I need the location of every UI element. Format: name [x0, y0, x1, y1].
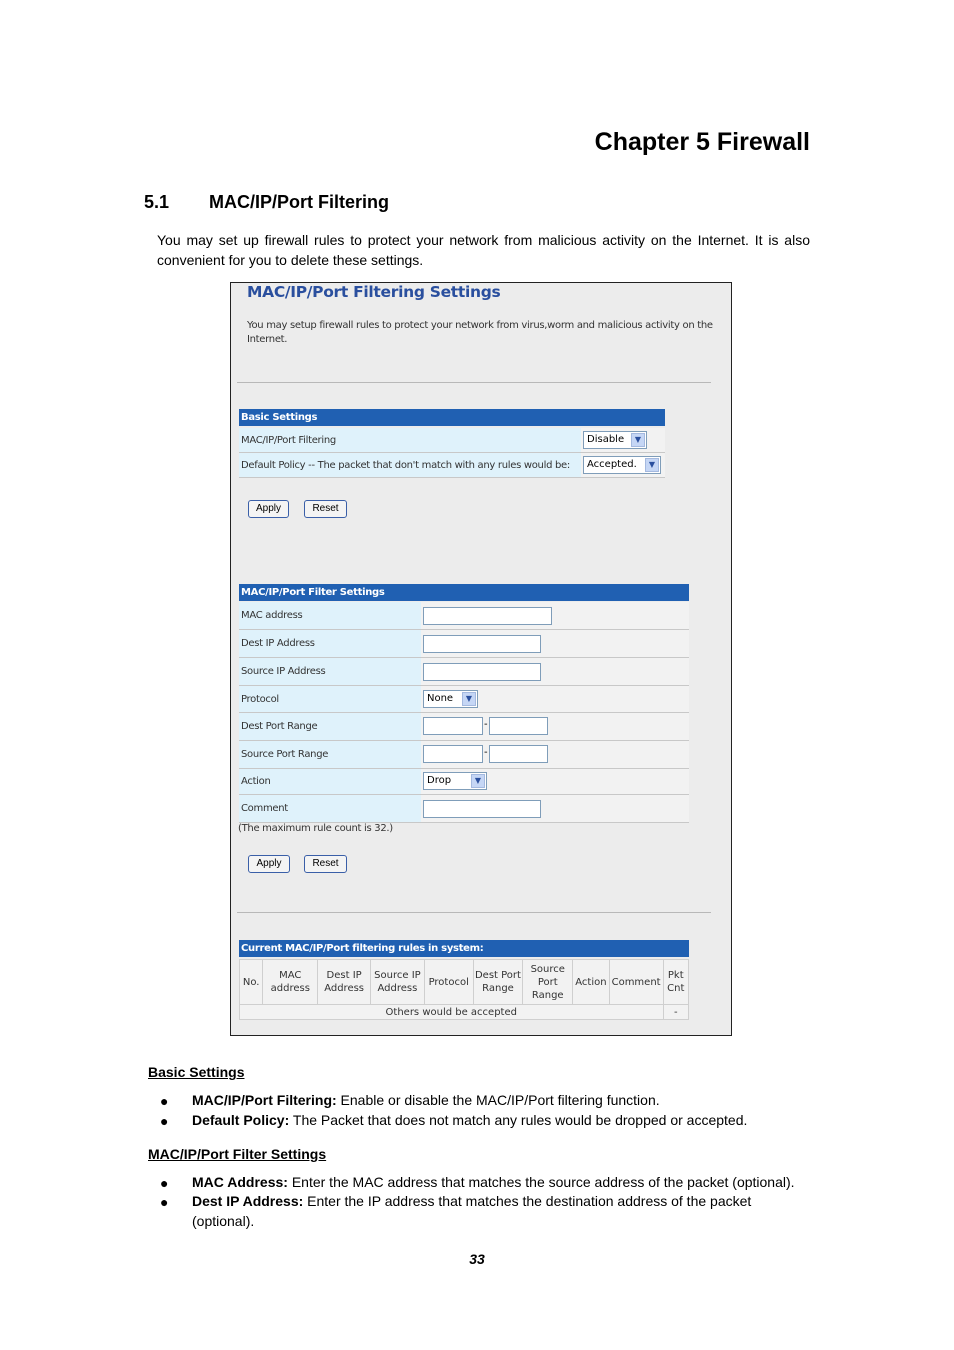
section-title: MAC/IP/Port Filtering: [209, 192, 389, 212]
source-port-label: Source Port Range: [239, 741, 421, 768]
others-count: -: [663, 1005, 688, 1020]
col-pkt-cnt: Pkt Cnt: [663, 960, 688, 1005]
rules-table: [239, 959, 689, 1020]
dest-ip-input[interactable]: [423, 635, 541, 653]
action-select[interactable]: [423, 772, 487, 790]
policy-select-value: Accepted.: [587, 459, 637, 470]
chapter-title: Chapter 5 Firewall: [594, 128, 810, 156]
policy-label: Default Policy -- The packet that don't match with any rules would be:: [239, 453, 581, 477]
col-source-port: Source Port Range: [523, 960, 573, 1005]
bullet: ●: [160, 1194, 169, 1210]
action-label: Action: [239, 769, 421, 794]
col-dest-ip: Dest IP Address: [318, 960, 371, 1005]
col-action: Action: [573, 960, 610, 1005]
settings-description: You may setup firewall rules to protect your network from virus,worm and malicious activity on the Internet.: [247, 320, 713, 345]
page-number: 33: [469, 1251, 485, 1267]
max-rule-note: (The maximum rule count is 32.): [238, 823, 393, 834]
intro-paragraph: You may set up firewall rules to protect your network from malicious activity on the Internet. It is also convenient for you to delete these settings.: [157, 232, 810, 268]
col-mac: MAC address: [263, 960, 318, 1005]
source-port-end-input[interactable]: [489, 745, 548, 763]
rules-bar: Current MAC/IP/Port filtering rules in system:: [239, 940, 689, 957]
source-port-row: [239, 741, 689, 769]
mac-label: MAC address: [239, 602, 421, 629]
source-port-start-input[interactable]: [423, 745, 483, 763]
filtering-select-value: Disable: [587, 434, 625, 445]
list-item: [192, 1111, 817, 1131]
dest-port-row: [239, 713, 689, 741]
source-ip-input[interactable]: [423, 663, 541, 681]
protocol-label: Protocol: [239, 686, 421, 712]
chevron-down-icon: ▼: [471, 774, 485, 788]
filtering-label: MAC/IP/Port Filtering: [239, 428, 581, 452]
settings-header: MAC/IP/Port Filtering Settings: [247, 283, 501, 301]
term: Dest IP Address:: [192, 1193, 304, 1209]
policy-row: [239, 453, 665, 478]
dest-ip-label: Dest IP Address: [239, 630, 421, 657]
dest-port-start-input[interactable]: [423, 717, 483, 735]
settings-screenshot: [230, 282, 732, 1036]
mac-row: [239, 602, 689, 630]
col-no: No.: [240, 960, 263, 1005]
definition: The Packet that does not match any rules would be dropped or accepted.: [289, 1112, 748, 1128]
chevron-down-icon: ▼: [462, 692, 476, 706]
term: MAC Address:: [192, 1174, 288, 1190]
list-item: [192, 1192, 782, 1231]
definition: Enter the MAC address that matches the source address of the packet (optional).: [287, 1174, 795, 1190]
dest-port-end-input[interactable]: [489, 717, 548, 735]
protocol-row: [239, 686, 689, 713]
mac-address-input[interactable]: [423, 607, 552, 625]
filtering-row: [239, 428, 665, 453]
chevron-down-icon: ▼: [631, 433, 645, 447]
others-text: Others would be accepted: [240, 1005, 664, 1020]
chevron-down-icon: ▼: [645, 458, 659, 472]
action-row: [239, 769, 689, 795]
col-source-ip: Source IP Address: [371, 960, 425, 1005]
table-header-row: [240, 960, 689, 1005]
divider: [237, 382, 711, 383]
protocol-select[interactable]: [423, 690, 478, 708]
col-dest-port: Dest Port Range: [473, 960, 523, 1005]
range-separator: -: [484, 719, 488, 730]
term: MAC/IP/Port Filtering:: [192, 1092, 337, 1108]
list-item: [192, 1091, 817, 1111]
comment-input[interactable]: [423, 800, 541, 818]
col-protocol: Protocol: [424, 960, 473, 1005]
comment-label: Comment: [239, 795, 421, 822]
filtering-select[interactable]: [583, 431, 647, 449]
dest-ip-row: [239, 630, 689, 658]
basic-apply-button[interactable]: Apply: [248, 500, 289, 518]
term: Default Policy:: [192, 1112, 290, 1128]
definition: Enter the IP address that matches the destination address of the packet (optional).: [192, 1193, 752, 1229]
filter-settings-bar: MAC/IP/Port Filter Settings: [239, 584, 689, 601]
bullet: ●: [160, 1175, 169, 1191]
policy-select[interactable]: [583, 456, 661, 474]
filter-apply-button[interactable]: Apply: [248, 855, 290, 873]
action-select-value: Drop: [427, 775, 452, 786]
col-comment: Comment: [609, 960, 663, 1005]
bullet: ●: [160, 1093, 169, 1109]
section-number: 5.1: [144, 192, 170, 212]
basic-reset-button[interactable]: Reset: [304, 500, 347, 518]
bullet: ●: [160, 1113, 169, 1129]
definition: Enable or disable the MAC/IP/Port filtering function.: [336, 1092, 660, 1108]
table-row: [240, 1005, 689, 1020]
range-separator: -: [484, 747, 488, 758]
protocol-select-value: None: [427, 693, 454, 704]
source-ip-row: [239, 658, 689, 686]
divider: [237, 912, 711, 913]
comment-row: [239, 795, 689, 823]
source-ip-label: Source IP Address: [239, 658, 421, 685]
filter-reset-button[interactable]: Reset: [304, 855, 347, 873]
list-item: [192, 1173, 817, 1193]
basic-settings-bar: Basic Settings: [239, 409, 665, 426]
dest-port-label: Dest Port Range: [239, 713, 421, 740]
basic-settings-heading: Basic Settings: [148, 1064, 245, 1080]
filter-settings-heading: MAC/IP/Port Filter Settings: [148, 1146, 327, 1162]
